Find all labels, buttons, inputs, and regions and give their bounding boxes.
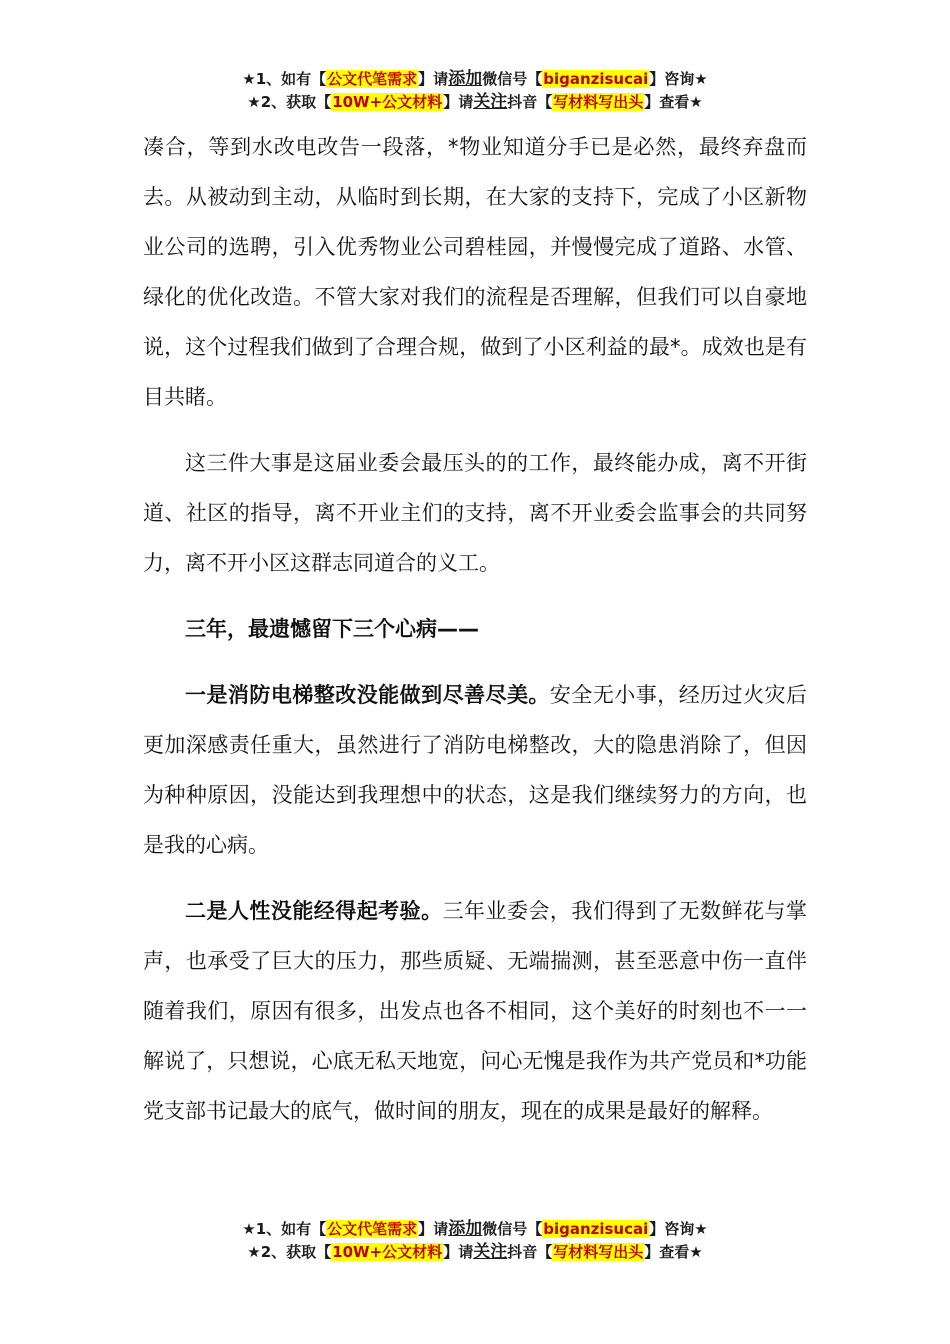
banner-line-2 — [0, 1241, 950, 1264]
paragraph — [143, 670, 807, 870]
banner-wechat-id: biganzisucai — [543, 1220, 649, 1238]
banner-text: 抖音【 — [507, 93, 553, 111]
paragraph-body: 三年业委会，我们得到了无数鲜花与掌声，也承受了巨大的压力，那些质疑、无端揣测，甚至恶意中伤一直伴随着我们，原因有很多，出发点也各不相同，这个美好的时刻也不一一解说了，只想说，心底无私天地宽，问心无愧是我作为共产党员和*功能党支部书记最大的底气，做时间的朋友，现在的成果是最好的解释。 — [143, 899, 808, 1123]
paragraph-lead: 二是人性没能经得起考验。 — [185, 899, 443, 923]
banner-emphasis: 关注 — [473, 1242, 508, 1262]
banner-highlight: 写材料写出头 — [553, 93, 644, 111]
banner-emphasis: 关注 — [473, 92, 508, 112]
banner-line-1 — [0, 68, 950, 91]
banner-highlight: 公文代笔需求 — [327, 70, 418, 88]
banner-text: 微信号【 — [482, 1220, 543, 1238]
banner-emphasis: 添加 — [448, 69, 483, 89]
banner-text: 】咨询★ — [649, 70, 708, 88]
top-banner — [0, 68, 950, 114]
banner-text: ★1、如有【 — [242, 1220, 327, 1238]
banner-highlight: 10W+公文材料 — [332, 93, 443, 111]
banner-text: 】请 — [418, 1220, 449, 1238]
section-heading-text: 三年，最遗憾留下三个心病—— — [185, 617, 479, 641]
paragraph: 凑合，等到水改电改告一段落，*物业知道分手已是必然，最终弃盘而去。从被动到主动，从临时到长期，在大家的支持下，完成了小区新物业公司的选聘，引入优秀物业公司碧桂园，并慢慢完成了道路、水管、绿化的优化改造。不管大家对我们的流程是否理解，但我们可以自豪地说，这个过程我们做到了合理合规，做到了小区利益的最*。成效也是有目共睹。 — [143, 135, 807, 409]
banner-text: 】请 — [443, 93, 474, 111]
banner-text: ★1、如有【 — [242, 70, 327, 88]
paragraph-lead: 一是消防电梯整改没能做到尽善尽美。 — [185, 683, 550, 707]
banner-text: 抖音【 — [507, 1243, 553, 1261]
banner-text: 】查看★ — [644, 1243, 703, 1261]
paragraph — [143, 886, 807, 1136]
document-body — [143, 122, 807, 1152]
banner-text: 】咨询★ — [649, 1220, 708, 1238]
paragraph-body: 安全无小事，经历过火灾后更加深感责任重大，虽然进行了消防电梯整改，大的隐患消除了，但因为种种原因，没能达到我理想中的状态，这是我们继续努力的方向，也是我的心病。 — [143, 683, 808, 857]
banner-text: 】请 — [418, 70, 449, 88]
banner-line-1 — [0, 1218, 950, 1241]
bottom-banner — [0, 1218, 950, 1264]
banner-highlight: 写材料写出头 — [553, 1243, 644, 1261]
banner-text: 微信号【 — [482, 70, 543, 88]
section-heading — [143, 604, 807, 654]
banner-wechat-id: biganzisucai — [543, 70, 649, 88]
banner-emphasis: 添加 — [448, 1219, 483, 1239]
banner-text: 】请 — [443, 1243, 474, 1261]
banner-highlight: 10W+公文材料 — [332, 1243, 443, 1261]
banner-highlight: 公文代笔需求 — [327, 1220, 418, 1238]
banner-text: ★2、获取【 — [247, 1243, 332, 1261]
banner-text: 】查看★ — [644, 93, 703, 111]
banner-text: ★2、获取【 — [247, 93, 332, 111]
banner-line-2 — [0, 91, 950, 114]
paragraph: 这三件大事是这届业委会最压头的的工作，最终能办成，离不开街道、社区的指导，离不开业主们的支持，离不开业委会监事会的共同努力，离不开小区这群志同道合的义工。 — [143, 451, 807, 575]
